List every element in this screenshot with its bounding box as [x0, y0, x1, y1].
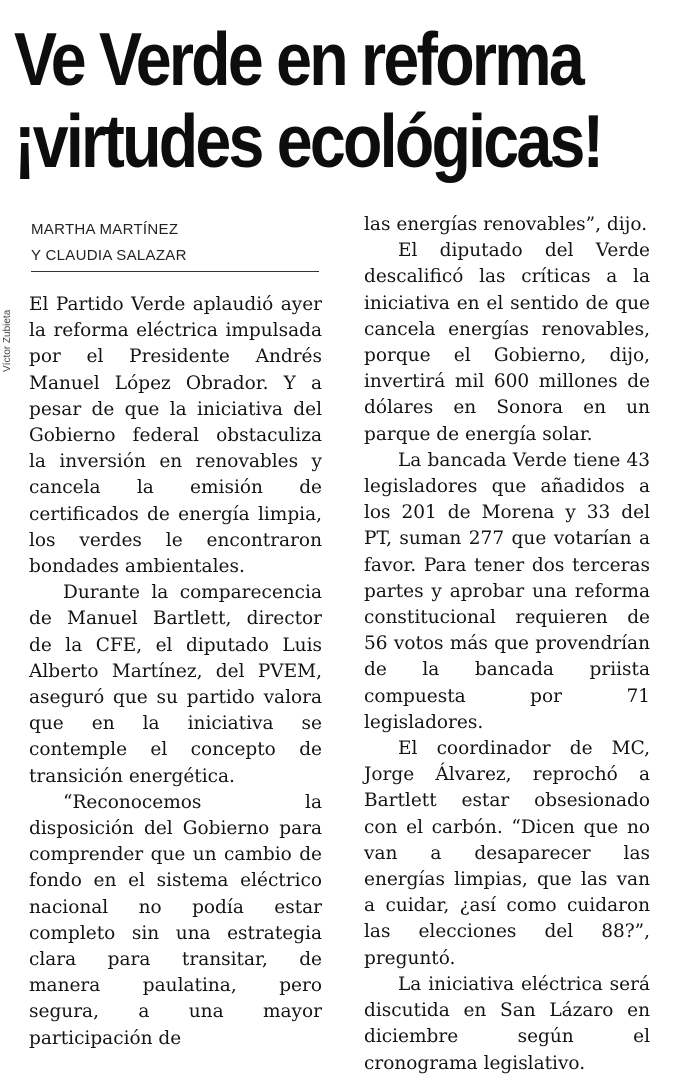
headline — [14, 17, 602, 183]
paragraph: La iniciativa eléctrica será discutida en San Lázaro en diciembre según el cronograma legislativo. — [364, 973, 650, 1074]
byline — [31, 217, 319, 269]
photo-credit: Víctor Zubieta — [2, 309, 13, 372]
paragraph: La bancada Verde tiene 43 legisladores que añadidos a los 201 de Morena y 33 del PT, suman 277 que votarían a favor. Para tener dos terceras partes y aprobar una reforma constitucional requieren de 56 votos más que provendrían de la bancada priista compuesta por 71 legisladores. — [364, 449, 650, 733]
paragraph: El coordinador de MC, Jorge Álvarez, reprochó a Bartlett estar obsesionado con el carbón. “Dicen que no van a desaparecer las energías limpias, que las van a cuidar, ¿así como cuidaron las elecciones del 88?”, preguntó. — [364, 738, 650, 969]
paragraph: Durante la comparecencia de Manuel Bartlett, director de la CFE, el diputado Luis Alberto Martínez, del PVEM, aseguró que su partido valora que en la iniciativa se contemple el concepto de transición energética. — [29, 582, 322, 787]
paragraph: El diputado del Verde descalificó las críticas a la iniciativa en el sentido de que cancela energías renovables, porque el Gobierno, dijo, invertirá mil 600 millones de dólares en Sonora en un parque de energía solar. — [364, 240, 650, 445]
headline-line-2: ¡virtudes ecológicas! — [14, 99, 602, 183]
byline-author-2: Y CLAUDIA SALAZAR — [31, 247, 187, 264]
article-column-right — [364, 212, 650, 1077]
byline-author-1: MARTHA MARTÍNEZ — [31, 221, 179, 238]
headline-line-1: Ve Verde en reforma — [14, 17, 582, 101]
paragraph: El Partido Verde aplaudió ayer la reforma eléctrica impulsada por el Presidente Andrés Manuel López Obrador. Y a pesar de que la iniciativa del Gobierno federal obstaculiza la inversión en renovables y cancela la emisión de certificados de energía limpia, los verdes le encontraron bondades ambientales. — [29, 294, 322, 578]
paragraph: “Reconocemos la disposición del Gobierno para comprender que un cambio de fondo en el sistema eléctrico nacional no podía estar completo sin una estrategia clara para transitar, de manera paulatina, pero segura, a una mayor participación de — [29, 791, 322, 1049]
article-column-left — [29, 292, 322, 1052]
byline-divider — [31, 271, 319, 272]
paragraph: las energías renovables”, dijo. — [364, 214, 648, 235]
